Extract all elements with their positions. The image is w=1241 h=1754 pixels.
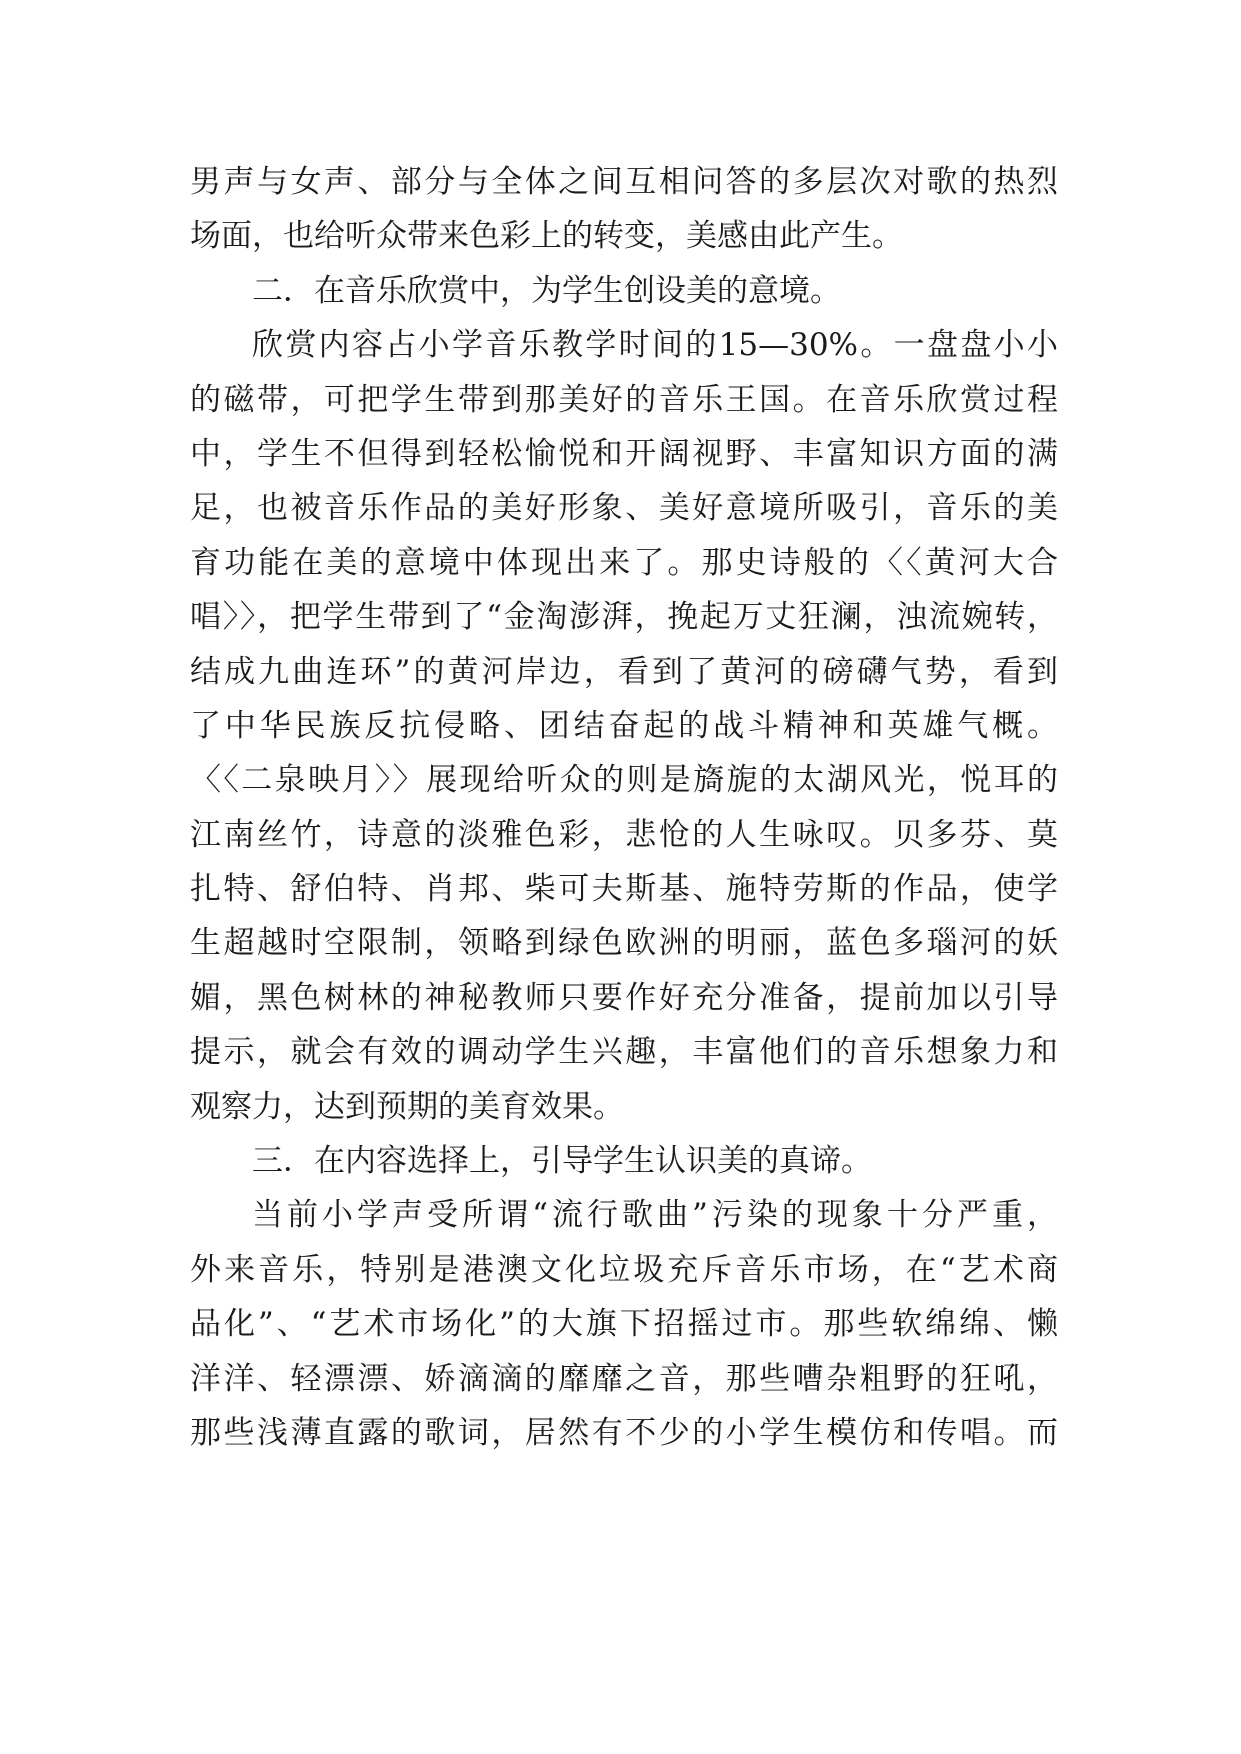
paragraph-end-line: 观察力，达到预期的美育效果。 xyxy=(190,1088,624,1125)
text-line: 足，也被音乐作品的美好形象、美好意境所吸引，音乐的美 xyxy=(190,490,1058,527)
section-heading: 三．在内容选择上，引导学生认识美的真谛。 xyxy=(252,1143,872,1180)
paragraph-first-line: 当前小学声受所谓“流行歌曲”污染的现象十分严重， xyxy=(252,1197,1058,1234)
text-line: 〈〈二泉映月〉〉展现给听众的则是旖旎的太湖风光，悦耳的 xyxy=(190,762,1058,799)
text-line: 了中华民族反抗侵略、团结奋起的战斗精神和英雄气概。 xyxy=(190,707,1058,744)
text-line: 男声与女声、部分与全体之间互相问答的多层次对歌的热烈 xyxy=(190,164,1058,200)
text-line: 那些浅薄直露的歌词，居然有不少的小学生模仿和传唱。而 xyxy=(190,1414,1058,1451)
section-heading: 二．在音乐欣赏中，为学生创设美的意境。 xyxy=(252,272,841,309)
text-line: 生超越时空限制，领略到绿色欧洲的明丽，蓝色多瑙河的妖 xyxy=(190,925,1058,962)
text-line: 提示，就会有效的调动学生兴趣，丰富他们的音乐想象力和 xyxy=(190,1034,1058,1071)
paragraph-end-line: 场面，也给听众带来色彩上的转变，美感由此产生。 xyxy=(190,218,903,255)
text-line: 唱〉〉，把学生带到了“金淘澎湃，挽起万丈狂澜，浊流婉转， xyxy=(190,599,1058,636)
paragraph-first-line: 欣赏内容占小学音乐教学时间的15—30%。一盘盘小小 xyxy=(252,327,1058,364)
text-line: 江南丝竹，诗意的淡雅色彩，悲怆的人生咏叹。贝多芬、莫 xyxy=(190,816,1058,853)
text-line: 扎特、舒伯特、肖邦、柴可夫斯基、施特劳斯的作品，使学 xyxy=(190,871,1058,908)
text-line: 洋洋、轻漂漂、娇滴滴的靡靡之音，那些嘈杂粗野的狂吼， xyxy=(190,1360,1058,1397)
text-line: 结成九曲连环”的黄河岸边，看到了黄河的磅礴气势，看到 xyxy=(190,653,1058,690)
text-line: 的磁带，可把学生带到那美好的音乐王国。在音乐欣赏过程 xyxy=(190,381,1058,418)
text-line: 中，学生不但得到轻松愉悦和开阔视野、丰富知识方面的满 xyxy=(190,435,1058,472)
body-text xyxy=(190,155,1058,1460)
text-line: 外来音乐，特别是港澳文化垃圾充斥音乐市场，在“艺术商 xyxy=(190,1251,1058,1288)
text-line: 育功能在美的意境中体现出来了。那史诗般的〈〈黄河大合 xyxy=(190,544,1058,581)
text-line: 媚，黑色树林的神秘教师只要作好充分准备，提前加以引导 xyxy=(190,979,1058,1016)
text-line: 品化”、“艺术市场化”的大旗下招摇过市。那些软绵绵、懒 xyxy=(190,1306,1058,1343)
